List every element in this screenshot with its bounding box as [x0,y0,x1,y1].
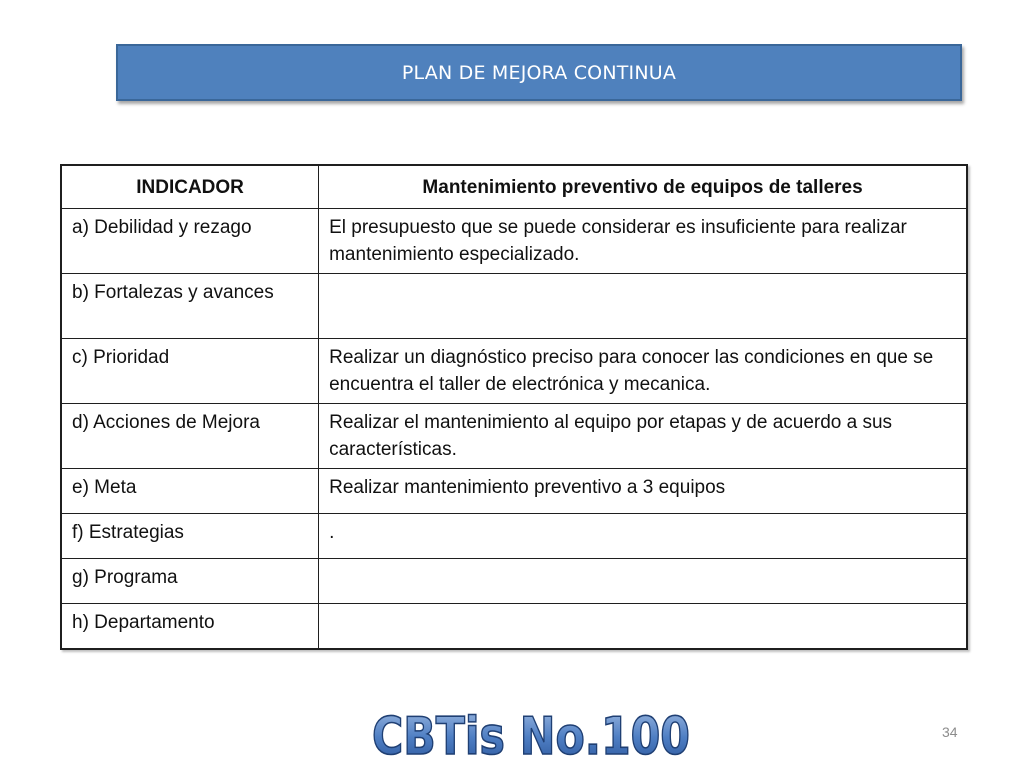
table-row [61,559,967,604]
indicator-table [60,164,968,650]
row-value: Realizar un diagnóstico preciso para conocer las condiciones en que se encuentra el taller de electrónica y mecanica. [319,339,967,404]
row-label: h) Departamento [61,604,319,650]
row-label: c) Prioridad [61,339,319,404]
slide-title-banner [116,44,962,101]
slide-title: PLAN DE MEJORA CONTINUA [401,61,677,84]
row-label: b) Fortalezas y avances [61,274,319,339]
school-logo-wordart [368,700,698,773]
row-label: g) Programa [61,559,319,604]
row-label: f) Estrategias [61,514,319,559]
row-value [319,604,967,650]
row-value [319,559,967,604]
table-row [61,339,967,404]
row-value: . [319,514,967,559]
column-header-topic: Mantenimiento preventivo de equipos de talleres [319,165,967,209]
row-value: Realizar mantenimiento preventivo a 3 equipos [319,469,967,514]
row-label: d) Acciones de Mejora [61,404,319,469]
row-label: a) Debilidad y rezago [61,209,319,274]
row-label: e) Meta [61,469,319,514]
row-value: El presupuesto que se puede considerar es insuficiente para realizar mantenimiento especializado. [319,209,967,274]
table-row [61,404,967,469]
school-logo-text: CBTis No.100 [372,707,690,767]
page-number: 34 [942,724,958,740]
column-header-indicator: INDICADOR [61,165,319,209]
row-value [319,274,967,339]
table-row [61,604,967,650]
row-value: Realizar el mantenimiento al equipo por etapas y de acuerdo a sus características. [319,404,967,469]
table-row [61,274,967,339]
table-row [61,209,967,274]
table-row [61,469,967,514]
table-header-row [61,165,967,209]
table-row [61,514,967,559]
